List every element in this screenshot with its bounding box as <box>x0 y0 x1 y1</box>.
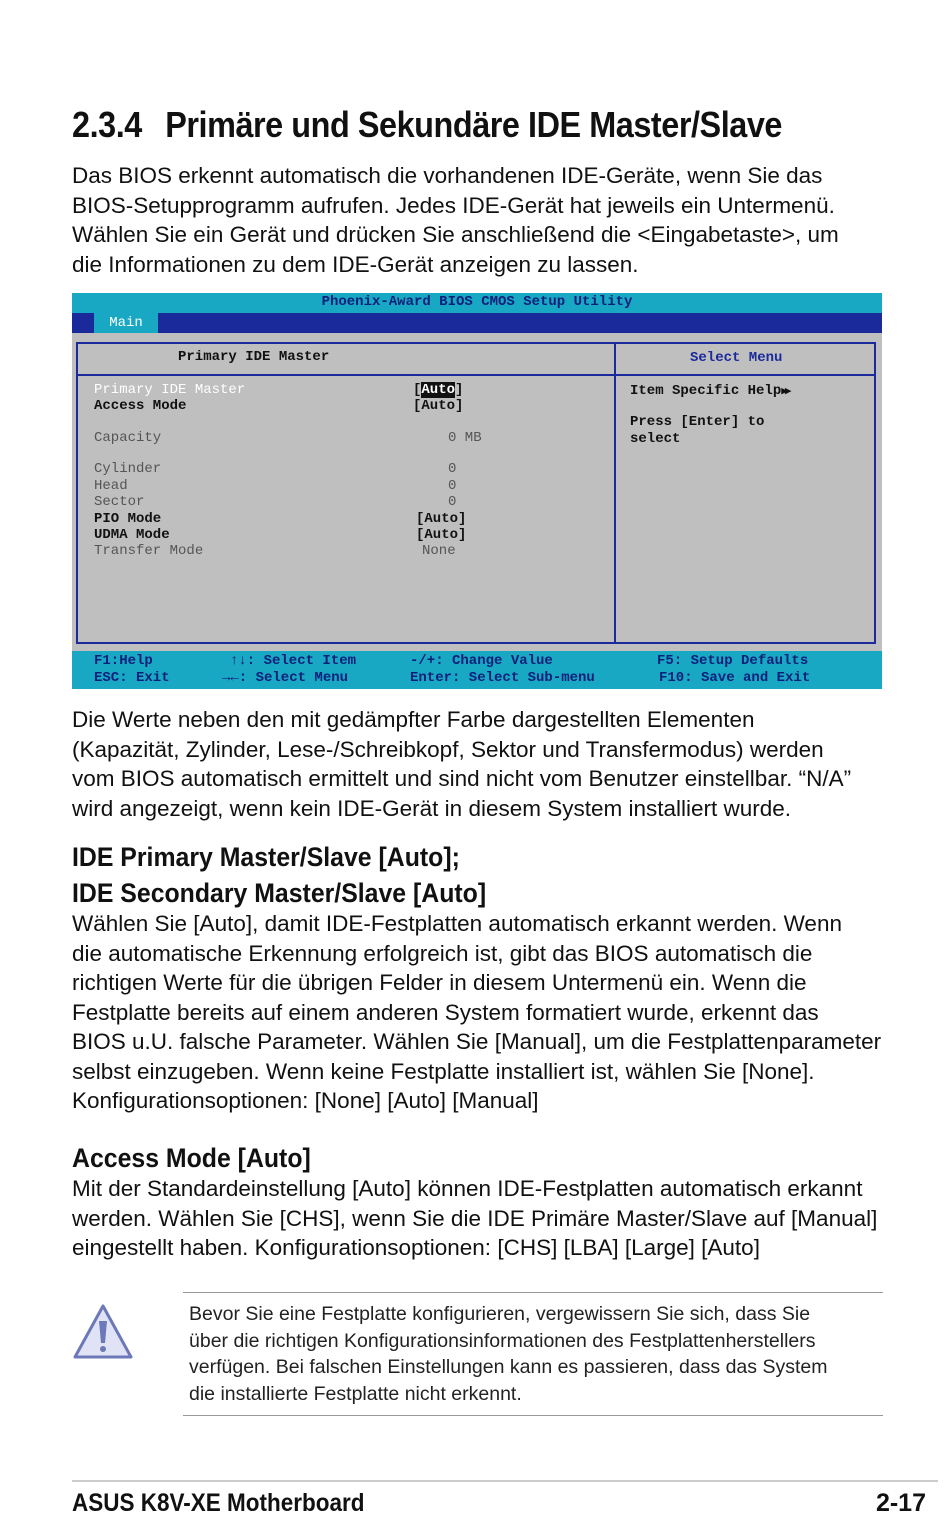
bios-item-value: 0 <box>448 461 457 477</box>
text-line: Mit der Standardeinstellung [Auto] können IDE-Festplatten automatisch erkannt <box>72 1176 863 1201</box>
key-help: F1:Help <box>94 653 153 669</box>
footer-page-number: 2-17 <box>875 1489 926 1517</box>
bios-item-value: None <box>422 543 456 559</box>
bios-screen <box>72 293 882 689</box>
footer-rule <box>72 1480 938 1482</box>
text-line: Bevor Sie eine Festplatte konfigurieren, vergewissern Sie sich, dass Sie <box>189 1303 811 1325</box>
text-line: BIOS u.U. falsche Parameter. Wählen Sie [Manual], um die Festplattenparameter <box>72 1029 882 1054</box>
bios-help-text: select <box>630 431 681 447</box>
text-line: BIOS-Setupprogramm aufrufen. Jedes IDE-Gerät hat jeweils ein Untermenü. <box>72 192 835 218</box>
bios-menubar <box>72 313 882 333</box>
bios-item-value[interactable]: [Auto] <box>413 382 464 398</box>
note-text <box>189 1301 827 1407</box>
text-line: Wählen Sie ein Gerät und drücken Sie anschließend die <Eingabetaste>, um <box>72 222 839 247</box>
text-line: selbst einzugeben. Wenn keine Festplatte installiert ist, wählen Sie [None]. <box>72 1058 815 1084</box>
key-exit: ESC: Exit <box>94 670 170 686</box>
bios-selected-value[interactable]: Auto <box>421 382 456 398</box>
subheading-ide-primary: IDE Primary Master/Slave [Auto]; <box>72 842 460 872</box>
key-save-exit: F10: Save and Exit <box>659 670 811 686</box>
text-line: (Kapazität, Zylinder, Lese-/Schreibkopf, Sektor und Transfermodus) werden <box>72 736 824 762</box>
note-top-rule <box>183 1292 883 1293</box>
bios-help-text: Press [Enter] to <box>630 414 765 430</box>
bios-item-capacity: Capacity <box>94 430 162 446</box>
text-line: über die richtigen Konfigurationsinformationen des Festplattenherstellers <box>189 1329 816 1352</box>
footer-product: ASUS K8V-XE Motherboard <box>72 1489 365 1517</box>
bios-title: Phoenix-Award BIOS CMOS Setup Utility <box>72 293 882 313</box>
bios-key-legend <box>72 651 882 689</box>
text-line: die installierte Festplatte nicht erkennt. <box>189 1382 522 1405</box>
subheading-access-mode: Access Mode [Auto] <box>72 1143 311 1173</box>
key-select-menu: →←: Select Menu <box>222 670 349 686</box>
key-change-value: -/+: Change Value <box>410 653 553 669</box>
section-title: Primäre und Sekundäre IDE Master/Slave <box>165 104 782 145</box>
text-line: Konfigurationsoptionen: [None] [Auto] [Manual] <box>72 1088 539 1113</box>
bios-submenu-title: Primary IDE Master <box>178 349 330 365</box>
bios-item-sector: Sector <box>94 494 145 510</box>
bios-item-value: 0 <box>448 478 457 494</box>
text-line: die automatische Erkennung erfolgreich ist, gibt das BIOS automatisch die <box>72 940 813 966</box>
bios-item-head: Head <box>94 478 128 494</box>
text-line: Festplatte bereits auf einem anderen System formatiert wurde, erkennt das <box>72 999 819 1025</box>
bios-item-cylinder: Cylinder <box>94 461 162 477</box>
bios-item-access-mode[interactable]: Access Mode <box>94 398 187 414</box>
bios-divider <box>76 374 876 376</box>
ide-paragraph <box>72 909 882 1116</box>
note-bottom-rule <box>183 1415 883 1416</box>
key-select-submenu: Enter: Select Sub-menu <box>410 670 595 686</box>
bios-item-primary-ide-master[interactable]: Primary IDE Master <box>94 382 246 398</box>
bios-menu-tab-main[interactable]: Main <box>94 313 158 333</box>
section-heading <box>72 104 782 146</box>
warning-icon <box>72 1303 134 1366</box>
text-line: werden. Wählen Sie [CHS], wenn Sie die IDE Primäre Master/Slave auf [Manual] <box>72 1205 878 1231</box>
values-paragraph <box>72 705 882 823</box>
text-line: vom BIOS automatisch ermittelt und sind nicht vom Benutzer einstellbar. “N/A” <box>72 766 852 791</box>
text-line: eingestellt haben. Konfigurationsoptionen: [CHS] [LBA] [Large] [Auto] <box>72 1235 760 1260</box>
bios-item-value[interactable]: [Auto] <box>416 511 467 527</box>
help-title-text: Item Specific Help <box>630 383 782 399</box>
text-line: wird angezeigt, wenn kein IDE-Gerät in diesem System installiert wurde. <box>72 795 792 821</box>
text-line: Die Werte neben den mit gedämpfter Farbe dargestellten Elementen <box>72 707 755 732</box>
bios-item-pio-mode[interactable]: PIO Mode <box>94 511 162 527</box>
double-arrow-icon: ▶▶ <box>781 386 789 398</box>
text-line: Wählen Sie [Auto], damit IDE-Festplatten automatisch erkannt werden. Wenn <box>72 911 842 936</box>
text-line: Das BIOS erkennt automatisch die vorhandenen IDE-Geräte, wenn Sie das <box>72 163 823 188</box>
text-line: richtigen Werte für die übrigen Felder in diesem Untermenü ein. Wenn die <box>72 970 807 995</box>
key-setup-defaults: F5: Setup Defaults <box>657 653 809 669</box>
bios-help-title <box>630 383 788 400</box>
text-line: verfügen. Bei falschen Einstellungen kann es passieren, dass das System <box>189 1356 828 1378</box>
bios-help-header: Select Menu <box>690 350 783 366</box>
text-line: die Informationen zu dem IDE-Gerät anzeigen zu lassen. <box>72 251 639 277</box>
intro-paragraph <box>72 161 882 279</box>
bios-item-value[interactable]: [Auto] <box>413 398 464 414</box>
bios-item-udma-mode[interactable]: UDMA Mode <box>94 527 170 543</box>
access-paragraph <box>72 1174 882 1263</box>
section-number: 2.3.4 <box>72 104 142 145</box>
key-select-item: ↑↓: Select Item <box>230 653 357 669</box>
bios-item-value: 0 <box>448 494 457 510</box>
bios-divider <box>614 342 616 644</box>
subheading-ide-secondary: IDE Secondary Master/Slave [Auto] <box>72 878 487 908</box>
bios-item-value: 0 MB <box>448 430 482 446</box>
bios-item-value[interactable]: [Auto] <box>416 527 467 543</box>
bios-item-transfer-mode: Transfer Mode <box>94 543 204 559</box>
